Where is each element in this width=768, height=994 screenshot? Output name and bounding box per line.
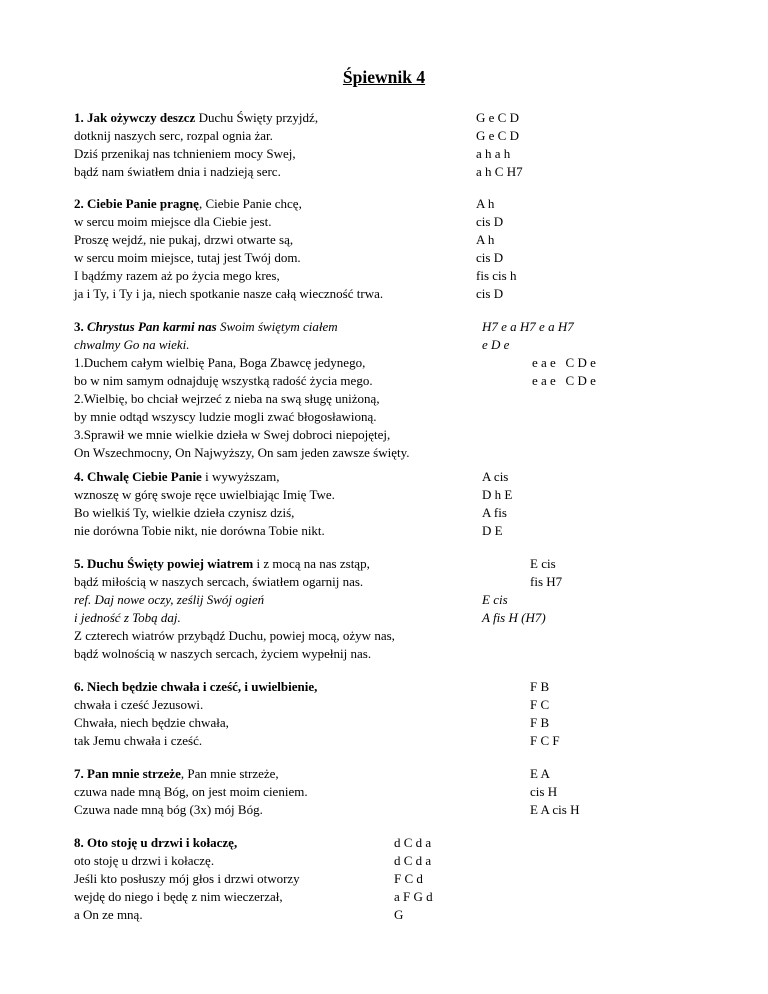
lyric-segment: 6. Niech będzie chwała i cześć, i uwielbienie, [74,679,318,694]
lyric-segment: 1.Duchem całym wielbię Pana, Boga Zbawcę jedynego, [74,355,366,370]
chord-line: e a e C D e [532,355,596,370]
lyric-line [74,801,308,819]
chord-line: cis D [476,286,504,301]
lyric-segment: 7. Pan mnie strzeże [74,766,181,781]
lyric-segment: Chrystus Pan karmi nas [87,319,217,334]
song-chords [394,834,433,924]
chord-line: F C F [530,733,560,748]
lyric-line [74,714,317,732]
chord-line: A fis H (H7) [482,610,546,625]
lyric-line [74,145,318,163]
chord-line: e D e [482,337,510,352]
lyric-line [74,783,308,801]
song-chords [482,555,562,627]
lyric-line [74,468,335,486]
chord-line: e a e C D e [532,373,596,388]
lyric-line [74,426,410,444]
chord-line: E A cis H [530,802,580,817]
song-chords [482,678,560,750]
lyric-line [74,678,317,696]
chord-line: d C d a [394,835,432,850]
lyric-line [74,486,335,504]
lyric-segment: 3. [74,319,87,334]
lyric-segment: a On ze mną. [74,907,143,922]
lyric-segment: 5. Duchu Święty powiej wiatrem [74,556,254,571]
lyric-segment: bo w nim samym odnajduję wszystką radość życia mego. [74,373,373,388]
lyric-segment: 2. Ciebie Panie pragnę [74,196,199,211]
lyric-segment: chwała i cześć Jezusowi. [74,697,204,712]
chord-line: a h a h [476,146,511,161]
lyric-segment: Z czterech wiatrów przybądź Duchu, powiej mocą, ożyw nas, [74,628,395,643]
song-lyrics [74,765,308,819]
lyric-line [74,870,300,888]
chord-line: G [394,907,404,922]
song-lyrics [74,834,300,924]
lyric-line [74,852,300,870]
chord-line: H7 e a H7 e a H7 [482,319,574,334]
lyric-line [74,591,395,609]
lyric-segment: Proszę wejdź, nie pukaj, drzwi otwarte są, [74,232,294,247]
chord-line: D h E [482,487,513,502]
lyric-segment: w sercu moim miejsce, tutaj jest Twój dom. [74,250,301,265]
lyric-line [74,765,308,783]
lyric-segment: wejdę do niego i będę z nim wieczerzał, [74,889,283,904]
lyric-line [74,267,383,285]
lyric-line [74,627,395,645]
song-lyrics [74,109,318,181]
lyric-line [74,504,335,522]
lyric-segment: 3.Sprawił we mnie wielkie dzieła w Swej dobroci niepojętej, [74,427,391,442]
lyric-line [74,732,317,750]
lyric-line [74,354,410,372]
chord-line: a h C H7 [476,164,523,179]
chord-line: cis H [530,784,558,799]
lyric-line [74,318,410,336]
chord-line: G e C D [476,128,519,143]
song-lyrics [74,678,317,750]
chord-line: E A [530,766,550,781]
lyric-segment: bądź nam światłem dnia i nadzieją serc. [74,164,281,179]
song-chords [476,109,523,181]
song-chords [482,468,512,540]
chord-line: fis cis h [476,268,517,283]
lyric-segment: bądź miłością w naszych sercach, światłem ogarnij nas. [74,574,364,589]
lyric-segment: bądź wolnością w naszych sercach, życiem wypełnij nas. [74,646,372,661]
lyric-segment: 4. Chwalę Ciebie Panie [74,469,202,484]
lyric-segment: oto stoję u drzwi i kołaczę. [74,853,215,868]
lyric-line [74,213,383,231]
lyric-line [74,696,317,714]
lyric-line [74,231,383,249]
chord-line: F B [530,679,550,694]
lyric-line [74,609,395,627]
chord-line: cis D [476,214,504,229]
lyric-segment: czuwa nade mną Bóg, on jest moim cieniem. [74,784,308,799]
lyric-line [74,834,300,852]
chord-line: fis H7 [530,574,563,589]
chord-line: E cis [530,556,556,571]
song-lyrics [74,555,395,663]
lyric-segment: i z mocą na nas zstąp, [253,556,370,571]
song-chords [476,195,516,303]
lyric-segment: chwalmy Go na wieki. [74,337,190,352]
chord-line: cis D [476,250,504,265]
chord-line: F C d [394,871,423,886]
lyric-segment: 2.Wielbię, bo chciał wejrzeć z nieba na swą sługę uniżoną, [74,391,380,406]
lyric-segment: i wywyższam, [201,469,280,484]
lyric-line [74,163,318,181]
lyric-line [74,645,395,663]
lyric-segment: Chwała, niech będzie chwała, [74,715,229,730]
lyric-line [74,888,300,906]
lyric-segment: Dziś przenikaj nas tchnieniem mocy Swej, [74,146,296,161]
lyric-segment: ref. Daj nowe oczy, ześlij Swój ogień [74,592,265,607]
lyric-segment: Czuwa nade mną bóg (3x) mój Bóg. [74,802,263,817]
lyric-line [74,573,395,591]
lyric-segment: On Wszechmocny, On Najwyższy, On sam jeden zawsze święty. [74,445,410,460]
lyric-segment: ja i Ty, i Ty i ja, niech spotkanie nasze całą wieczność trwa. [74,286,384,301]
lyric-segment: i jedność z Tobą daj. [74,610,181,625]
lyric-line [74,336,410,354]
lyric-segment: nie dorówna Tobie nikt, nie dorówna Tobie nikt. [74,523,325,538]
chord-line: G e C D [476,110,519,125]
chord-line: E cis [482,592,508,607]
lyric-segment: 8. Oto stoję u drzwi i kołaczę, [74,835,238,850]
song-lyrics [74,195,383,303]
chord-line: D E [482,523,503,538]
song-lyrics [74,318,410,462]
lyric-line [74,444,410,462]
lyric-segment: 1. Jak ożywczy deszcz [74,110,196,125]
lyric-line [74,249,383,267]
lyric-line [74,285,383,303]
lyric-line [74,522,335,540]
song-lyrics [74,468,335,540]
lyric-segment: , Ciebie Panie chcę, [198,196,302,211]
lyric-line [74,195,383,213]
chord-line: A h [476,232,495,247]
lyric-segment: Duchu Święty przyjdź, [195,110,319,125]
chord-line: F C [530,697,550,712]
chord-line: A cis [482,469,509,484]
lyric-segment: Bo wielkiś Ty, wielkie dzieła czynisz dziś, [74,505,295,520]
lyric-line [74,127,318,145]
chord-line: F B [530,715,550,730]
lyric-segment: I bądźmy razem aż po życia mego kres, [74,268,280,283]
lyric-segment: dotknij naszych serc, rozpal ognia żar. [74,128,273,143]
lyric-segment: , Pan mnie strzeże, [180,766,279,781]
lyric-line [74,372,410,390]
lyric-line [74,555,395,573]
lyric-segment: wznoszę w górę swoje ręce uwielbiając Imię Twe. [74,487,335,502]
lyric-segment: w sercu moim miejsce dla Ciebie jest. [74,214,272,229]
lyric-line [74,408,410,426]
song-chords [482,765,579,819]
lyric-segment: Swoim świętym ciałem [216,319,338,334]
lyric-line [74,906,300,924]
chord-line: a F G d [394,889,433,904]
lyric-line [74,390,410,408]
lyric-segment: tak Jemu chwała i cześć. [74,733,203,748]
lyric-segment: Jeśli kto posłuszy mój głos i drzwi otworzy [74,871,300,886]
lyric-segment: by mnie odtąd wszyscy ludzie mogli zwać błogosławioną. [74,409,377,424]
lyric-line [74,109,318,127]
chord-line: A h [476,196,495,211]
page-title: Śpiewnik 4 [342,67,426,87]
chord-line: A fis [482,505,507,520]
song-chords [482,318,596,390]
chord-line: d C d a [394,853,432,868]
